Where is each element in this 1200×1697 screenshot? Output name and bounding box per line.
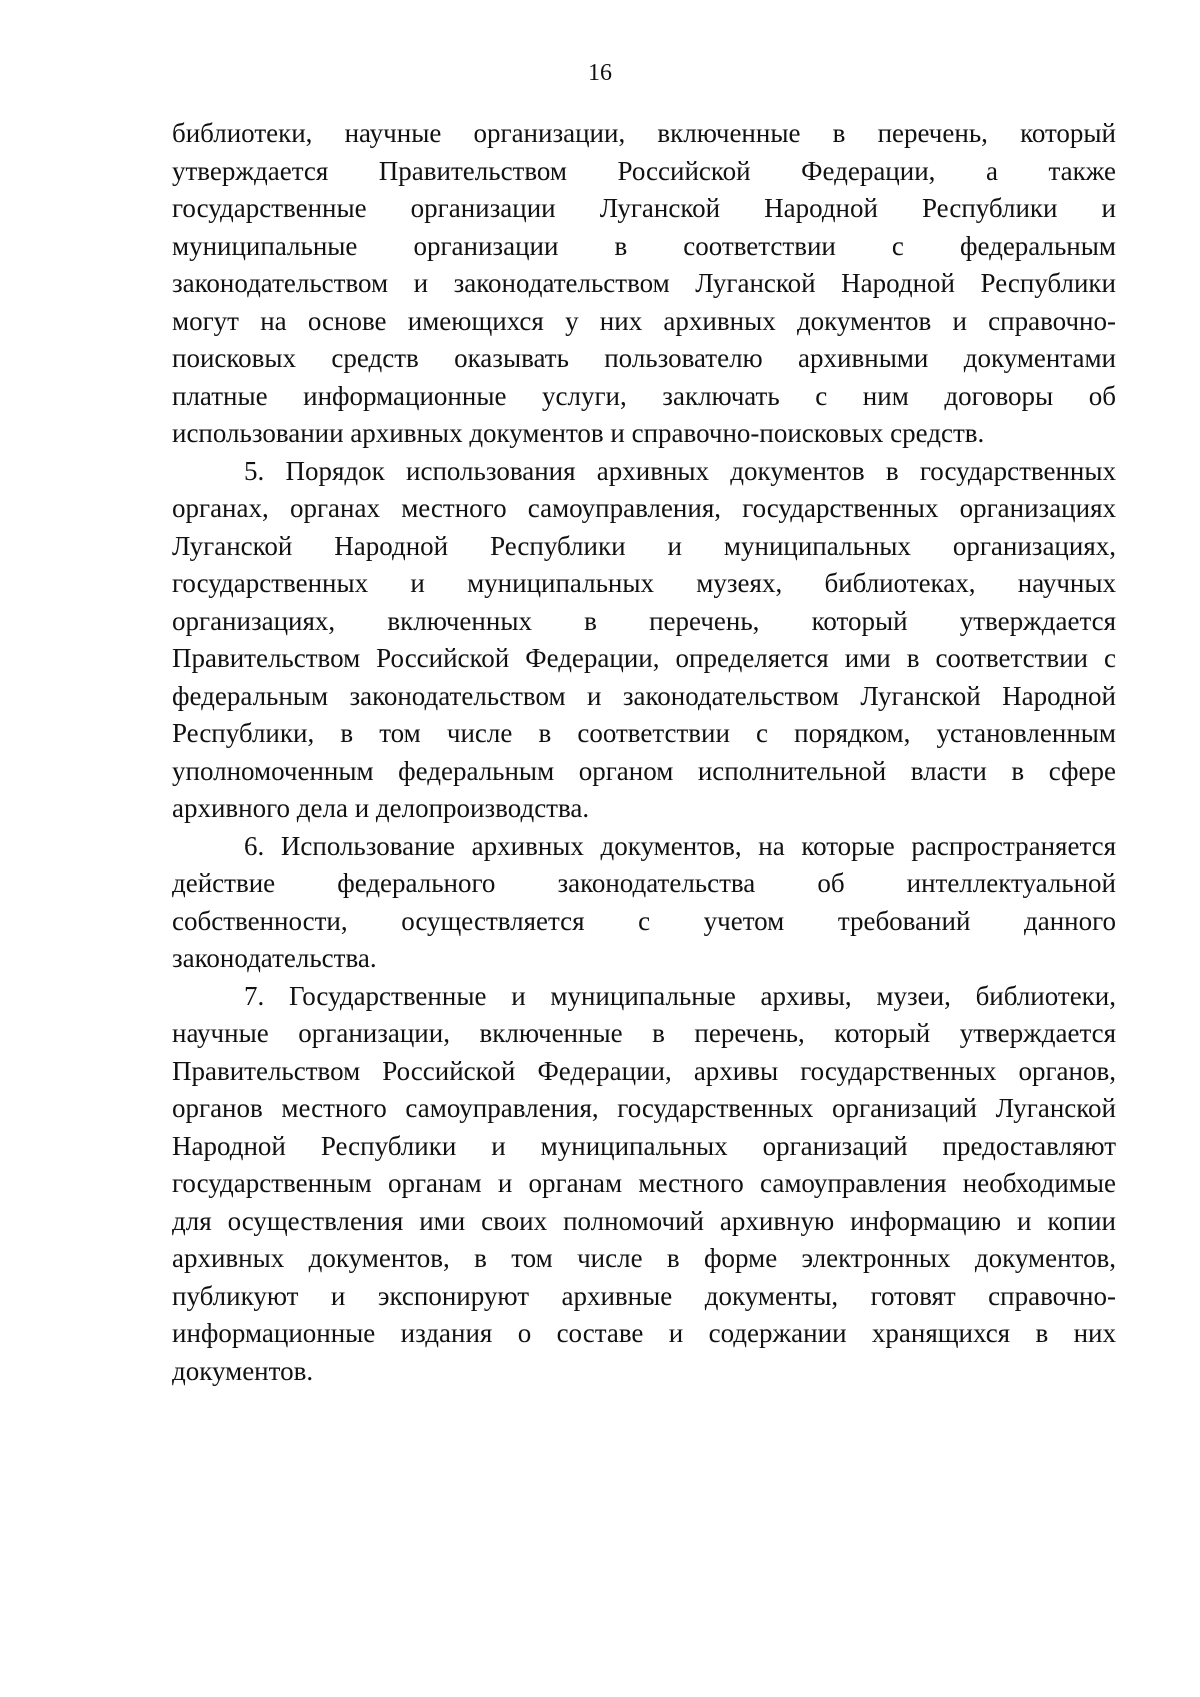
text-line: организациях, включенных в перечень, который утверждается [172,605,1116,636]
text-line: государственным органам и органам местного самоуправления необходимые [172,1168,1116,1198]
text-line: государственных и муниципальных музеях, библиотеках, научных [172,568,1116,598]
text-line: информационные издания о составе и содержании хранящихся в них [172,1318,1116,1348]
text-line: законодательства. [172,943,377,973]
text-line: Народной Республики и муниципальных организаций предоставляют [172,1130,1116,1161]
text-line: Луганской Народной Республики и муниципальных организациях, [172,530,1116,561]
paragraph-item-5 [172,453,1116,828]
paragraph [172,115,1116,453]
text-line: для осуществления ими своих полномочий архивную информацию и копии [172,1205,1116,1236]
text-line: государственные организации Луганской Народной Республики и [172,193,1116,223]
text-line: 5. Порядок использования архивных документов в государственных [244,455,1116,486]
text-line: действие федерального законодательства об интеллектуальной [172,868,1116,898]
text-line: законодательством и законодательством Луганской Народной Республики [172,268,1116,298]
text-line: библиотеки, научные организации, включенные в перечень, который [172,118,1116,148]
text-line: научные организации, включенные в перечень, который утверждается [172,1018,1116,1048]
text-line: документов. [172,1355,314,1386]
text-line: Правительством Российской Федерации, определяется ими в соответствии с [172,643,1116,673]
text-line: уполномоченным федеральным органом исполнительной власти в сфере [172,755,1116,786]
text-line: архивного дела и делопроизводства. [172,793,590,823]
document-body [172,115,1116,1390]
text-line: органов местного самоуправления, государственных организаций Луганской [172,1093,1116,1123]
text-line: Правительством Российской Федерации, архивы государственных органов, [172,1055,1116,1086]
paragraph-item-6 [172,828,1116,978]
text-line: утверждается Правительством Российской Федерации, а также [172,155,1116,186]
text-line: 7. Государственные и муниципальные архивы, музеи, библиотеки, [244,980,1116,1011]
text-line: архивных документов, в том числе в форме электронных документов, [172,1243,1116,1273]
text-line: могут на основе имеющихся у них архивных документов и справочно- [172,305,1116,336]
text-line: платные информационные услуги, заключать с ним договоры об [172,380,1116,411]
text-line: использовании архивных документов и справочно-поисковых средств. [172,418,985,448]
text-line: публикуют и экспонируют архивные документы, готовят справочно- [172,1280,1116,1311]
text-line: собственности, осуществляется с учетом требований данного [172,905,1116,936]
page-number: 16 [588,60,612,86]
text-line: федеральным законодательством и законодательством Луганской Народной [172,680,1116,711]
paragraph-item-7 [172,978,1116,1391]
text-line: поисковых средств оказывать пользователю архивными документами [172,343,1116,373]
text-line: 6. Использование архивных документов, на которые распространяется [244,830,1116,861]
text-line: Республики, в том числе в соответствии с порядком, установленным [172,718,1116,748]
text-line: органах, органах местного самоуправления, государственных организациях [172,493,1116,523]
text-line: муниципальные организации в соответствии с федеральным [172,230,1116,261]
